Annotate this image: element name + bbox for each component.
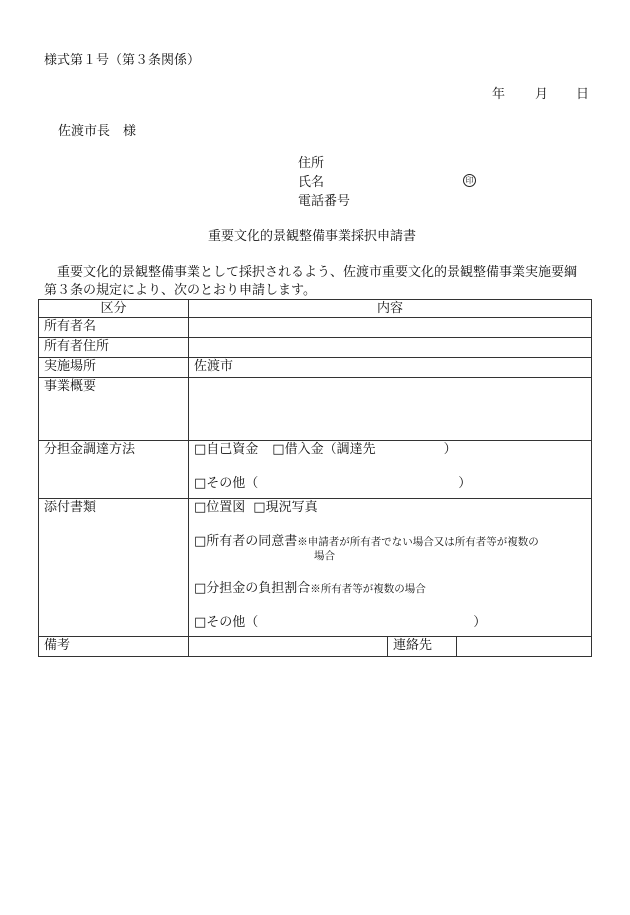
owner-consent-note-cont: 場合 bbox=[314, 550, 335, 562]
header-category: 区分 bbox=[39, 300, 189, 318]
current-photo-checkbox[interactable]: □現況写真 bbox=[253, 500, 318, 515]
remarks-field[interactable] bbox=[189, 637, 388, 657]
owner-consent-note: ※申請者が所有者でない場合又は所有者等が複数の bbox=[297, 536, 539, 548]
attachments-label: 添付書類 bbox=[39, 499, 189, 637]
funding-options bbox=[189, 441, 592, 499]
application-table bbox=[38, 299, 592, 657]
attachment-other-checkbox[interactable]: □その他（ bbox=[194, 615, 259, 630]
owner-consent-checkbox[interactable]: □所有者の同意書 bbox=[194, 534, 298, 549]
location-label: 実施場所 bbox=[39, 358, 189, 378]
share-ratio-note: ※所有者等が複数の場合 bbox=[310, 583, 426, 595]
applicant-name-label: 氏名 bbox=[298, 175, 325, 190]
table-row bbox=[39, 318, 592, 338]
table-row bbox=[39, 378, 592, 441]
addressee: 佐渡市長 様 bbox=[58, 124, 137, 139]
contact-label: 連絡先 bbox=[388, 637, 457, 657]
owner-name-label: 所有者名 bbox=[39, 318, 189, 338]
funding-other-close: ） bbox=[458, 476, 472, 491]
date-month-label: 月 bbox=[535, 87, 549, 102]
date-day-label: 日 bbox=[576, 87, 590, 102]
date-year-label: 年 bbox=[492, 87, 506, 102]
table-row bbox=[39, 637, 592, 657]
summary-field[interactable] bbox=[189, 378, 592, 441]
form-number: 様式第１号（第３条関係） bbox=[44, 53, 201, 68]
loan-checkbox[interactable]: □借入金（調達先 bbox=[272, 442, 376, 457]
applicant-phone-label: 電話番号 bbox=[298, 194, 351, 209]
loan-close: ） bbox=[443, 442, 457, 457]
funding-label: 分担金調達方法 bbox=[39, 441, 189, 499]
table-row bbox=[39, 499, 592, 637]
attachment-options bbox=[189, 499, 592, 637]
owner-name-field[interactable] bbox=[189, 318, 592, 338]
attachment-other-close: ） bbox=[473, 615, 487, 630]
own-funds-checkbox[interactable]: □自己資金 bbox=[194, 442, 259, 457]
share-ratio-checkbox[interactable]: □分担金の負担割合 bbox=[194, 581, 311, 596]
date-line bbox=[492, 87, 589, 103]
funding-other-checkbox[interactable]: □その他（ bbox=[194, 476, 259, 491]
applicant-address-label: 住所 bbox=[298, 156, 325, 171]
owner-address-field[interactable] bbox=[189, 338, 592, 358]
contact-field[interactable] bbox=[457, 637, 592, 657]
location-map-checkbox[interactable]: □位置図 bbox=[194, 500, 246, 515]
table-row bbox=[39, 358, 592, 378]
summary-label: 事業概要 bbox=[39, 378, 189, 441]
document-title: 重要文化的景観整備事業採択申請書 bbox=[208, 229, 417, 244]
header-content: 内容 bbox=[189, 300, 592, 318]
table-row bbox=[39, 338, 592, 358]
table-row bbox=[39, 441, 592, 499]
seal-icon: 印 bbox=[463, 174, 476, 187]
table-header-row bbox=[39, 300, 592, 318]
intro-paragraph: 重要文化的景観整備事業として採択されるよう、佐渡市重要文化的景観整備事業実施要綱第３条の規定により、次のとおり申請します。 bbox=[44, 265, 578, 298]
applicant-block bbox=[298, 154, 350, 211]
location-field[interactable]: 佐渡市 bbox=[189, 358, 592, 378]
remarks-label: 備考 bbox=[39, 637, 189, 657]
owner-address-label: 所有者住所 bbox=[39, 338, 189, 358]
